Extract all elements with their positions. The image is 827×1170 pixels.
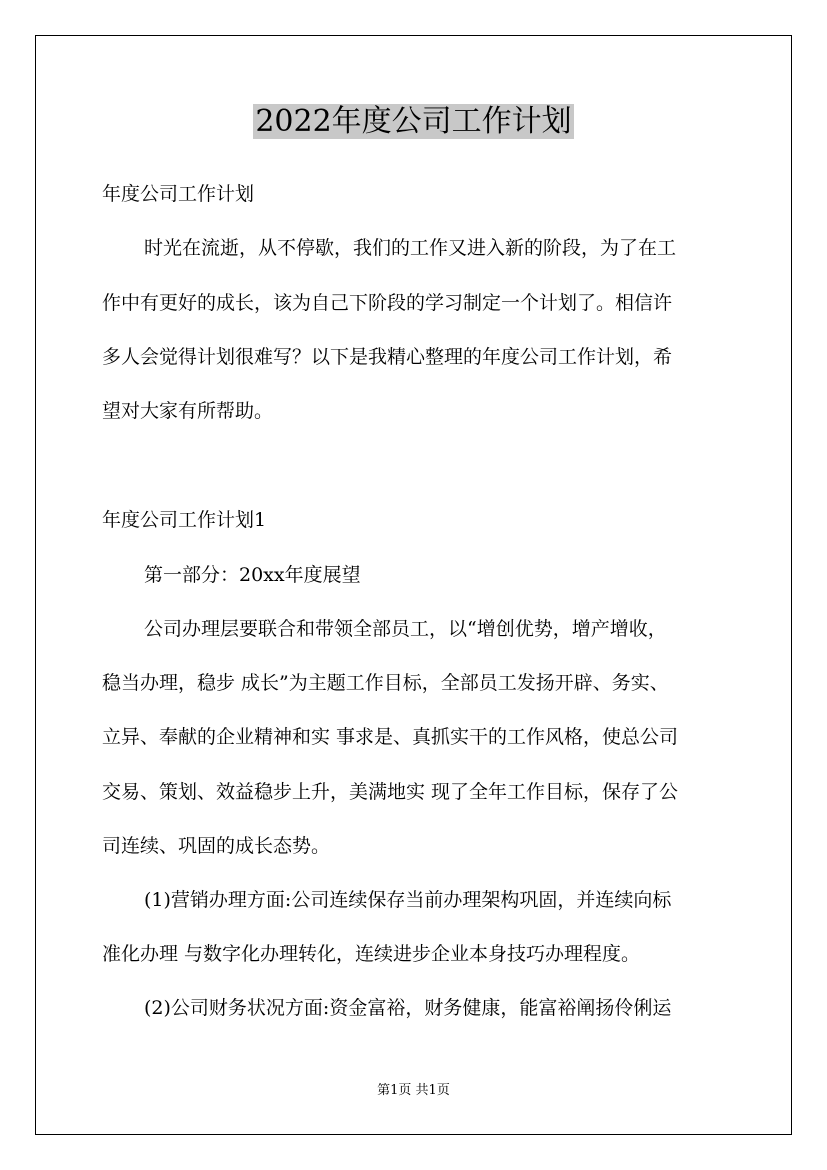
- paragraph-line: (1)营销办理方面:公司连续保存当前办理架构巩固，并连续向标: [144, 889, 672, 911]
- paragraph-line: 望对大家有所帮助。: [102, 400, 274, 422]
- part-heading: 第一部分：20xx年度展望: [144, 564, 361, 586]
- paragraph-line: 交易、策划、效益稳步上升，美满地实 现了全年工作目标，保存了公: [102, 781, 679, 803]
- paragraph-line: 司连续、巩固的成长态势。: [102, 835, 331, 857]
- paragraph-line: 准化办理 与数字化办理转化，连续进步企业本身技巧办理程度。: [102, 943, 641, 965]
- page-footer: 第1页 共1页: [377, 1083, 450, 1098]
- paragraph-line: 多人会觉得计划很难写？以下是我精心整理的年度公司工作计划，希: [102, 346, 673, 368]
- section-heading: 年度公司工作计划1: [102, 509, 267, 531]
- paragraph-line: 立异、奉献的企业精神和实 事求是、真抓实干的工作风格，使总公司: [102, 726, 679, 748]
- paragraph-line: 公司办理层要联合和带领全部员工，以“增创优势，增产增收，: [144, 618, 667, 640]
- paragraph-line: 稳当办理，稳步 成长”为主题工作目标，全部员工发扬开辟、务实、: [102, 672, 669, 694]
- paragraph-line: 时光在流逝，从不停歇，我们的工作又进入新的阶段，为了在工: [144, 237, 677, 259]
- document-title: [0, 100, 827, 144]
- subtitle-line: 年度公司工作计划: [102, 183, 255, 205]
- paragraph-line: (2)公司财务状况方面:资金富裕，财务健康，能富裕阐扬伶俐运: [144, 997, 672, 1019]
- paragraph-line: 作中有更好的成长，该为自己下阶段的学习制定一个计划了。相信许: [102, 292, 673, 314]
- document-title-text: 2022年度公司工作计划: [255, 104, 572, 139]
